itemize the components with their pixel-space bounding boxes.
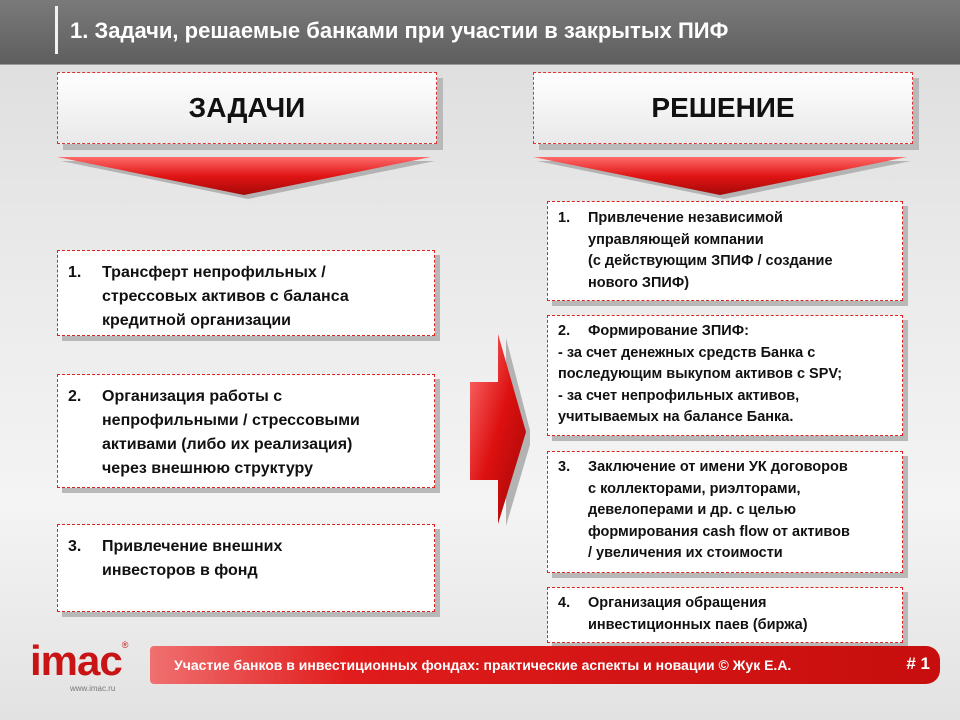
header-divider xyxy=(55,6,58,54)
down-arrow-icon xyxy=(533,155,913,200)
task-number: 3. xyxy=(68,538,82,555)
solution-line: Привлечение независимой xyxy=(588,210,783,226)
header xyxy=(0,0,960,65)
task-number: 1. xyxy=(68,264,82,281)
solution-line: управляющей компании xyxy=(588,231,764,248)
solution-line: учитываемых на балансе Банка. xyxy=(558,409,794,425)
solution-line: инвестиционных паев (биржа) xyxy=(588,616,808,633)
solution-card-3 xyxy=(547,451,903,573)
solution-line: / увеличения их стоимости xyxy=(588,545,783,561)
task-number: 2. xyxy=(68,388,82,405)
solution-line: последующим выкупом активов с SPV; xyxy=(558,366,843,382)
right-arrow-icon xyxy=(470,330,530,530)
logo-trademark: ® xyxy=(121,640,129,650)
logo-url: www.imac.ru xyxy=(70,684,116,693)
task-line: инвесторов в фонд xyxy=(102,562,258,579)
task-card-2 xyxy=(57,374,435,488)
footer-text: Участие банков в инвестиционных фондах: практические аспекты и новации © Жук Е.А. xyxy=(174,657,792,673)
task-line: через внешнюю структуру xyxy=(102,460,314,477)
task-line: Трансферт непрофильных / xyxy=(102,264,326,281)
solution-line: Организация обращения xyxy=(588,595,767,611)
task-line: непрофильными / стрессовыми xyxy=(102,412,360,429)
solution-line: (с действующим ЗПИФ / создание xyxy=(588,253,833,269)
solution-number: 2. xyxy=(558,323,571,339)
down-arrow-icon xyxy=(57,155,437,200)
task-line: Привлечение внешних xyxy=(102,538,283,555)
solution-line: формирования cash flow от активов xyxy=(588,523,850,540)
task-card-3 xyxy=(57,524,435,612)
page-title: 1. Задачи, решаемые банками при участии в закрытых ПИФ xyxy=(70,18,729,43)
solution-line: нового ЗПИФ) xyxy=(588,274,690,291)
solution-line: - за счет денежных средств Банка с xyxy=(558,344,816,361)
solution-line: Заключение от имени УК договоров xyxy=(588,459,848,475)
solution-number: 4. xyxy=(558,595,571,611)
footer-banner xyxy=(150,646,940,684)
solution-number: 1. xyxy=(558,210,571,226)
solution-card-4 xyxy=(547,587,903,643)
task-card-1 xyxy=(57,250,435,336)
solution-line: - за счет непрофильных активов, xyxy=(558,387,800,404)
solution-line: с коллекторами, риэлторами, xyxy=(588,480,801,497)
task-line: активами (либо их реализация) xyxy=(102,436,353,453)
solution-card-1 xyxy=(547,201,903,301)
solution-line: девелоперами и др. с целью xyxy=(588,502,796,518)
logo-brand: imac xyxy=(30,637,122,684)
task-line: стрессовых активов с баланса xyxy=(102,288,349,305)
solution-card-2 xyxy=(547,315,903,436)
slide-number: # 1 xyxy=(906,654,930,673)
task-line: Организация работы с xyxy=(102,388,283,405)
task-line: кредитной организации xyxy=(102,312,291,329)
solutions-heading: РЕШЕНИЕ xyxy=(533,72,913,144)
tasks-heading: ЗАДАЧИ xyxy=(57,72,437,144)
imac-logo xyxy=(30,637,129,693)
solution-title: Формирование ЗПИФ: xyxy=(588,323,749,339)
solution-number: 3. xyxy=(558,459,571,475)
